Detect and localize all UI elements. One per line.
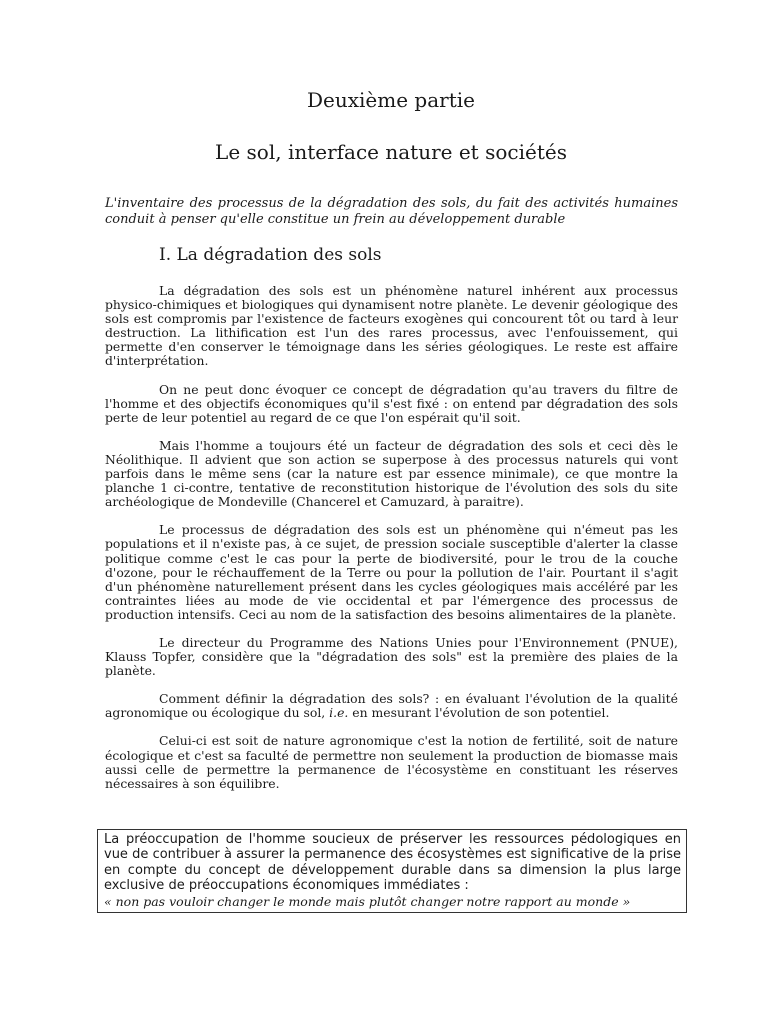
paragraph: Mais l'homme a toujours été un facteur de dégradation des sols et ceci dès le Néolithique. Il advient que son action se superpose à des processus naturels qui vont parfois dans le même sens (car la nature est par essence minimale), ce que montre la planche 1 ci-contre, tentative de reconstitution historique de l'évolution des sols du site archéologique de Mondeville (Chancerel et Camuzard, à paraitre). (105, 437, 678, 510)
paragraph: Le directeur du Programme des Nations Unies pour l'Environnement (PNUE), Klauss Topfer, considère que la "dégradation des sols" est la première des plaies de la planète. (105, 634, 678, 679)
paragraph: Le processus de dégradation des sols est un phénomène qui n'émeut pas les populations et il n'existe pas, à ce sujet, de pression sociale susceptible d'alerter la classe politique comme c'est le cas pour la perte de biodiversité, pour le trou de la couche d'ozone, pour le réchauffement de la Terre ou pour la pollution de l'air. Pourtant il s'agit d'un phénomène naturellement présent dans les cycles géologiques mais accéléré par les contraintes liées au mode de vie occidental et par l'émergence des processus de production intensifs. Ceci au nom de la satisfaction des besoins alimentaires de la planète. (105, 522, 678, 622)
definition-text-start: Comment définir la dégradation des sols? : en évaluant l'évolution de la qualité agronomique ou écologique du sol, (105, 691, 678, 721)
section-heading: I. La dégradation des sols (159, 245, 382, 265)
paragraph: La dégradation des sols est un phénomène naturel inhérent aux processus physico-chimiques et biologiques qui dynamisent notre planète. Le devenir géologique des sols est compromis par l'existence de facteurs exogènes qui concourent tôt ou tard à leur destruction. La lithification est l'un des rares processus, avec l'enfouissement, qui permette d'en conserver le témoignage dans les séries géologiques. Le reste est affaire d'interprétation. (105, 283, 678, 369)
box-text: La préoccupation de l'homme soucieux de préserver les ressources pédologiques en vue de contribuer à assurer la permanence des écosystèmes est significative de la prise en compte du concept de développement durable dans sa dimension la plus large exclusive de préoccupations économiques immédiates : (104, 832, 681, 894)
definition-text-end: en mesurant l'évolution de son potentiel. (348, 705, 610, 721)
paragraph: Celui-ci est soit de nature agronomique c'est la notion de fertilité, soit de nature écologique et c'est sa faculté de permettre non seulement la production de biomasse mais aussi celle de permettre la permanence de l'écosystème en constituant les réserves nécessaires à son équilibre. (105, 733, 678, 791)
intro-text: L'inventaire des processus de la dégradation des sols, du fait des activités humaines conduit à penser qu'elle constitue un frein au développement durable (105, 196, 678, 227)
document-subtitle: Le sol, interface nature et sociétés (215, 140, 567, 164)
body-text (105, 284, 678, 805)
part-title: Deuxième partie (307, 88, 475, 112)
ie-abbreviation: i.e. (329, 705, 349, 721)
definition-paragraph (105, 692, 678, 720)
highlight-box (97, 829, 687, 913)
paragraph: On ne peut donc évoquer ce concept de dégradation qu'au travers du filtre de l'homme et des objectifs économiques qu'il s'est fixé : on entend par dégradation des sols perte de leur potentiel au regard de ce que l'on espérait qu'il soit. (105, 381, 678, 425)
box-quote: « non pas vouloir changer le monde mais plutôt changer notre rapport au monde » (104, 893, 631, 909)
